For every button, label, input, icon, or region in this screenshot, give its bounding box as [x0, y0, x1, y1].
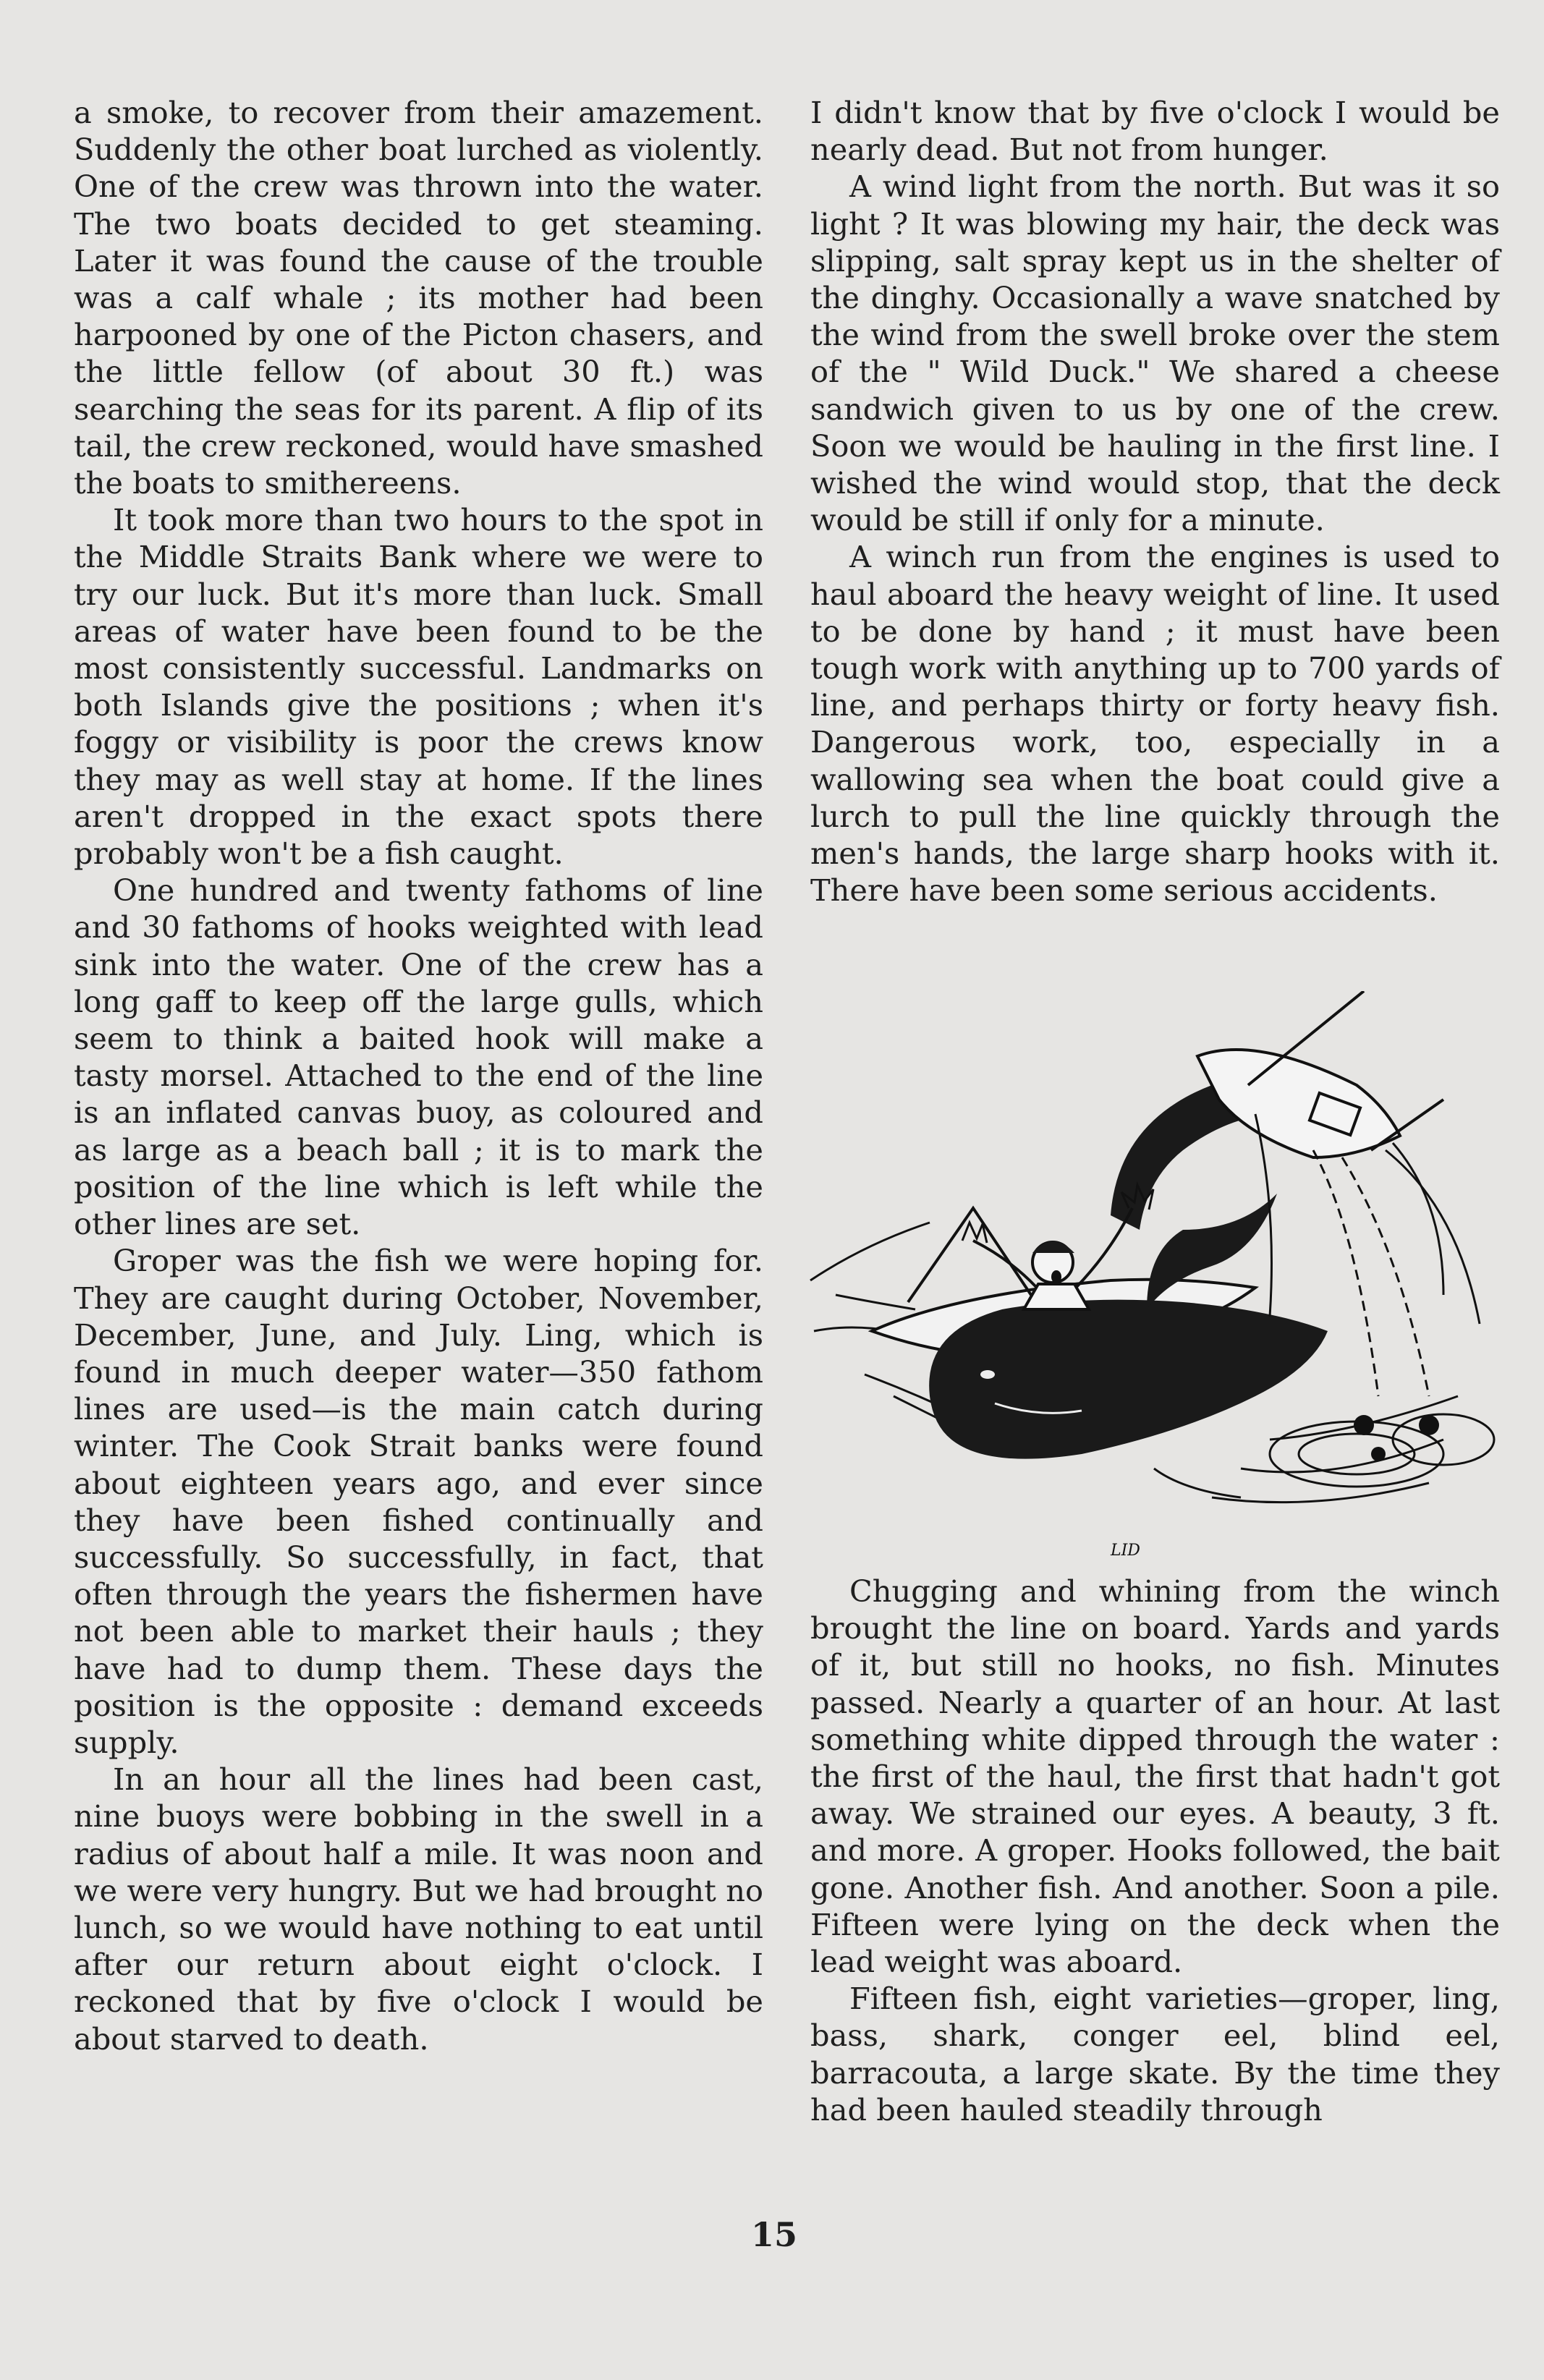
paragraph: Groper was the fish we were hoping for. They are caught during October, November, December, June, and July. Ling, which is found in much deeper water—350 fathom lines are used—is the main catch during winter. The Cook Strait banks were found about eighteen years ago, and ever since they have been fished continually and successfully. So successfully, in fact, that often through the years the fishermen have not been able to market their hauls ; they have had to dump them. These days the position is the opposite : demand exceeds supply. — [74, 1243, 763, 1760]
right-text-column-top — [810, 94, 1500, 909]
buoys — [1354, 1415, 1439, 1461]
paragraph: Fifteen fish, eight varieties—groper, ling, bass, shark, conger eel, blind eel, barracouta, a large skate. By the time they had been hauled steadily through — [810, 1981, 1500, 2128]
paragraph: A winch run from the engines is used to haul aboard the heavy weight of line. It used to be done by hand ; it must have been tough work with anything up to 700 yards of line, and perhaps thirty or forty heavy fish. Dangerous work, too, especially in a wallowing sea when the boat could give a lurch to pull the line quickly through the men's hands, the large sharp hooks with it. There have been some serious accidents. — [810, 539, 1500, 909]
paragraph: I didn't know that by five o'clock I would be nearly dead. But not from hunger. — [810, 95, 1500, 168]
paragraph: a smoke, to recover from their amazement. Suddenly the other boat lurched as violently. One of the crew was thrown into the water. The two boats decided to get steaming. Later it was found the cause of the trouble was a calf whale ; its mother had been harpooned by one of the Picton chasers, and the little fellow (of about 30 ft.) was searching the seas for its parent. A flip of its tail, the crew reckoned, would have smashed the boats to smithereens. — [74, 95, 763, 501]
artist-signature: LID — [1111, 1542, 1140, 1560]
paragraph: It took more than two hours to the spot in the Middle Straits Bank where we were to try our luck. But it's more than luck. Small areas of water have been found to be the most consistently successful. Landmarks on both Islands give the positions ; when it's foggy or visibility is poor the crews know they may as well stay at home. If the lines aren't dropped in the exact spots there probably won't be a fish caught. — [74, 502, 763, 872]
page-number: 15 — [750, 2215, 797, 2254]
paragraph: In an hour all the lines had been cast, nine buoys were bobbing in the swell in a radius of about half a mile. It was noon and we were very hungry. But we had brought no lunch, so we would have nothing to eat until after our return about eight o'clock. I reckoned that by five o'clock I would be about starved to death. — [74, 1761, 763, 2057]
whale-cartoon-illustration — [807, 991, 1505, 1563]
paragraph: One hundred and twenty fathoms of line and 30 fathoms of hooks weighted with lead sink into the water. One of the crew has a long gaff to keep off the large gulls, which seem to think a baited hook will make a tasty morsel. Attached to the end of the line is an inflated canvas buoy, as coloured and as large as a beach ball ; it is to mark the position of the line which is left while the other lines are set. — [74, 872, 763, 1242]
right-text-column-bottom — [810, 1573, 1500, 2128]
paragraph: Chugging and whining from the winch brought the line on board. Yards and yards of it, but still no hooks, no fish. Minutes passed. Nearly a quarter of an hour. At last something white dipped through the water : the first of the haul, the first that hadn't got away. We strained our eyes. A beauty, 3 ft. and more. A groper. Hooks followed, the bait gone. Another fish. And another. Soon a pile. Fifteen were lying on the deck when the lead weight was aboard. — [810, 1573, 1500, 1980]
paragraph: A wind light from the north. But was it so light ? It was blowing my hair, the deck was slipping, salt spray kept us in the shelter of the dinghy. Occasionally a wave snatched by the wind from the swell broke over the stem of the " Wild Duck." We shared a cheese sandwich given to us by one of the crew. Soon we would be hauling in the first line. I wished the wind would stop, that the deck would be still if only for a minute. — [810, 169, 1500, 538]
left-text-column — [74, 94, 763, 2057]
